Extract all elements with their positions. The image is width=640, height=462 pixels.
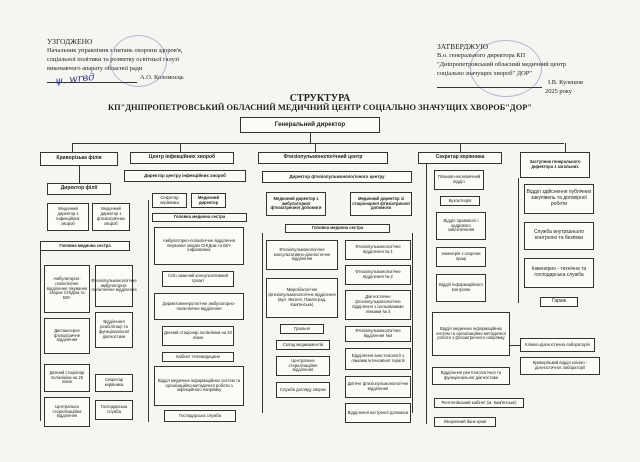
drop-5 xyxy=(565,143,566,152)
kr-vert-left xyxy=(40,251,41,421)
tb-unit-left-5: Служба догляду хворих xyxy=(276,382,330,398)
tb-unit-right-0: Фтизіопульмонологічне відділення № 1 xyxy=(345,240,411,260)
general-director-box: Генеральний директор xyxy=(240,117,380,133)
tb-unit-right-2: Діагностичне фтизіопульмонологічне відділення з ізольованими ліжками № 3 xyxy=(345,290,411,320)
tb-unit-left-3: Склад медикаментів xyxy=(276,340,330,350)
approval-right-date: 2025 року xyxy=(545,88,572,95)
deputy-unit-1: Служба внутрішнього контролю та безпеки xyxy=(524,222,594,250)
inf-vert xyxy=(148,200,149,422)
kr-deputy2-box: Медичний директор з фтизіатричних хвороб xyxy=(92,203,130,231)
approval-left-line-2: соціальної політики та розвитку освітньої галузі xyxy=(47,56,180,63)
approval-right-line-3: соціально значущих хвороб" ДОР" xyxy=(437,70,532,77)
inf-unit-4: Кабінет телемедицини xyxy=(162,352,234,362)
tb-director-box: Директор фтизіопульмонологічного центру xyxy=(262,171,412,183)
tb-unit-left-2: Гральня xyxy=(280,324,324,334)
tb-unit-left-4: Центральне стерилізаційне відділення xyxy=(276,356,330,376)
sec-unit-6: Відділення рентгенологічної та функціональної діагностики xyxy=(432,367,510,385)
approval-left-line-3: виконавчого апарату обласної ради xyxy=(47,65,143,72)
approval-left-head: УЗГОДЖЕНО xyxy=(47,37,93,46)
tb-unit-right-1: Фтизіопульмонологічне відділення № 2 xyxy=(345,265,411,285)
sec-unit-4: Відділ інформаційного контролю xyxy=(436,274,486,302)
inf-director-box: Директор центру інфекційних хвороб xyxy=(124,170,246,182)
drop-4 xyxy=(460,143,461,152)
kr-unit-left-0: Амбулаторно-поліклінічне відділення лікування хворих СНІДом та ВІЛ- xyxy=(44,265,90,313)
deputy-unit-0: Відділ здійснення публічних закупівель та договірної роботи xyxy=(524,184,594,214)
sec-vert xyxy=(426,164,427,424)
kr-unit-left-1: Диспансерне фтизіатричне відділення xyxy=(44,318,90,354)
approval-left-line-1: Начальник управління з питань охорони здоров'я, xyxy=(47,47,183,54)
drop-1 xyxy=(72,143,73,152)
lab-connector xyxy=(510,345,520,346)
sec-unit-7: Рентгенівський кабінет (м. Кам'янське) xyxy=(434,398,524,408)
kr-deputy1-box: Медичний директор з інфекційних хвороб xyxy=(47,203,89,231)
approval-left-name: А.О. Коломоєць xyxy=(140,74,184,81)
inf-unit-6: Господарська служба xyxy=(164,410,236,422)
sec-unit-3: Інженерія з охорони праці xyxy=(436,247,486,267)
inf-unit-1: Сліп знаючий консультативний троакт xyxy=(162,271,234,287)
kr-unit-right-2: Секретар керівника xyxy=(95,374,133,392)
kr-branch-box: Криворізька філія xyxy=(40,152,118,166)
tb-unit-left-0: Фтизіопульмонологічне консультативно-діагностичне відділення xyxy=(266,240,338,270)
deputy-box: Заступник генерального директора з загальних xyxy=(520,152,590,178)
tb-unit-right-4: Відділення анестезіології з ліжками інтенсивної терапії xyxy=(345,348,411,370)
kr-unit-left-2: Денний стаціонар поліклініки на 25 ліжок xyxy=(44,364,90,392)
inf-unit-2: Дерматовенерологічне амбулаторно-поліклінічне відділення xyxy=(154,293,244,320)
right-stamp xyxy=(470,40,542,97)
drop-2 xyxy=(180,143,181,152)
secretary-box: Секретар керівника xyxy=(418,152,502,164)
gd-down-line xyxy=(310,133,311,143)
inf-head-nurse-box: Головна медична сестра xyxy=(152,213,247,222)
document-title: СТРУКТУРА xyxy=(289,93,351,104)
deputy-lab-2: Криворізький відділ клініко - діагностичної лабораторії xyxy=(520,357,600,375)
kr-unit-left-3: Центральна стерилізаційна відділення xyxy=(44,397,90,427)
inf-med-director-box: Медичний директор xyxy=(191,193,226,208)
approval-right-line-2: "Дніпропетровський обласний медичний центр xyxy=(437,61,567,68)
dep-vert xyxy=(518,178,519,303)
tb-head-nurse-box: Головна медична сестра xyxy=(285,224,390,233)
kr-line-a xyxy=(79,166,80,183)
approval-right-name: І.В. Кулешов xyxy=(548,79,584,86)
sec-unit-8: Лікарняний банк крові xyxy=(434,417,496,427)
document-subtitle: КП"ДНІПРОПЕТРОВСЬКИЙ ОБЛАСНИЙ МЕДИЧНИЙ ЦЕНТР СОЦІАЛЬНО ЗНАЧУЩИХ ХВОРОБ"ДОР" xyxy=(108,103,532,112)
approval-right-line-1: В.о. генерального директора КП xyxy=(437,52,526,59)
tb-vert-left xyxy=(262,233,263,413)
tb-vert-right xyxy=(412,233,413,413)
kr-director-box: Директор філії xyxy=(47,183,111,195)
tb-unit-right-5: Дитяче фтизіопульмонологічне відділення xyxy=(345,376,411,398)
tb-unit-right-3: Фтизіопульмонологічне відділення №4 xyxy=(345,326,411,342)
sec-unit-0: Планово-економічний відділ xyxy=(434,170,484,190)
tb-center-box: Фтизіопульмонологічний центр xyxy=(258,152,388,164)
tb-unit-left-1: Мікробіологічне фтизіопульмонологічне відділення (вул. Янгеля, Павлоград, Кам'янське) xyxy=(266,278,338,318)
kr-head-nurse-box: Головна медична сестра xyxy=(40,241,130,251)
inf-secretary-box: Секретар керівника xyxy=(152,193,187,208)
kr-unit-right-1: Відділення реабілітації та функціональної діагностики xyxy=(95,312,133,348)
kr-unit-right-3: Господарська служба xyxy=(95,400,133,420)
sec-unit-2: Відділ правового і кадрового забезпечення xyxy=(436,212,486,240)
inf-unit-3: Денний стаціонар поліклініки на 20 ліжок xyxy=(162,326,234,346)
tb-med-director-2-box: Медичний директор зі стаціонарної фтизіатричної допомоги xyxy=(350,192,412,216)
deputy-unit-2: Інженерно - технічна та господарська служба xyxy=(524,258,594,288)
deputy-unit-3: Гараж xyxy=(540,297,578,307)
approval-right-head: ЗАТВЕРДЖУЮ xyxy=(437,42,489,51)
left-signature: ψ. wrвд xyxy=(54,71,96,88)
kr-unit-right-0: Фтизіопульмонологічне амбулаторно-поліклінічне відділення xyxy=(95,265,133,307)
inf-center-box: Центр інфекційних хвороб xyxy=(130,152,234,164)
drop-3 xyxy=(315,143,316,152)
tb-bottom-unit: Відділення екстреної допомоги xyxy=(345,403,411,423)
main-connector xyxy=(72,143,564,144)
inf-unit-0: Амбулаторно-поліклінічне відділення лікування хворих СНІДом та ВІЛ-інфікованих xyxy=(154,227,244,265)
left-stamp xyxy=(110,35,167,87)
sec-unit-1: Бухгалтерія xyxy=(440,196,480,206)
inf-unit-5: Відділ медичних інформаційних систем та організаційно-методичної роботи з інфекційного напрямку xyxy=(154,366,244,406)
sec-unit-5: Відділ медичних інформаційних систем та організаційно-методичної роботи з фтизіатричного напрямку xyxy=(432,312,510,356)
tb-med-director-1-box: Медичний директор з амбулаторної фтизіатричної допомоги xyxy=(266,192,326,216)
deputy-lab-1: Клініко-діагностична лабораторія xyxy=(520,338,595,352)
